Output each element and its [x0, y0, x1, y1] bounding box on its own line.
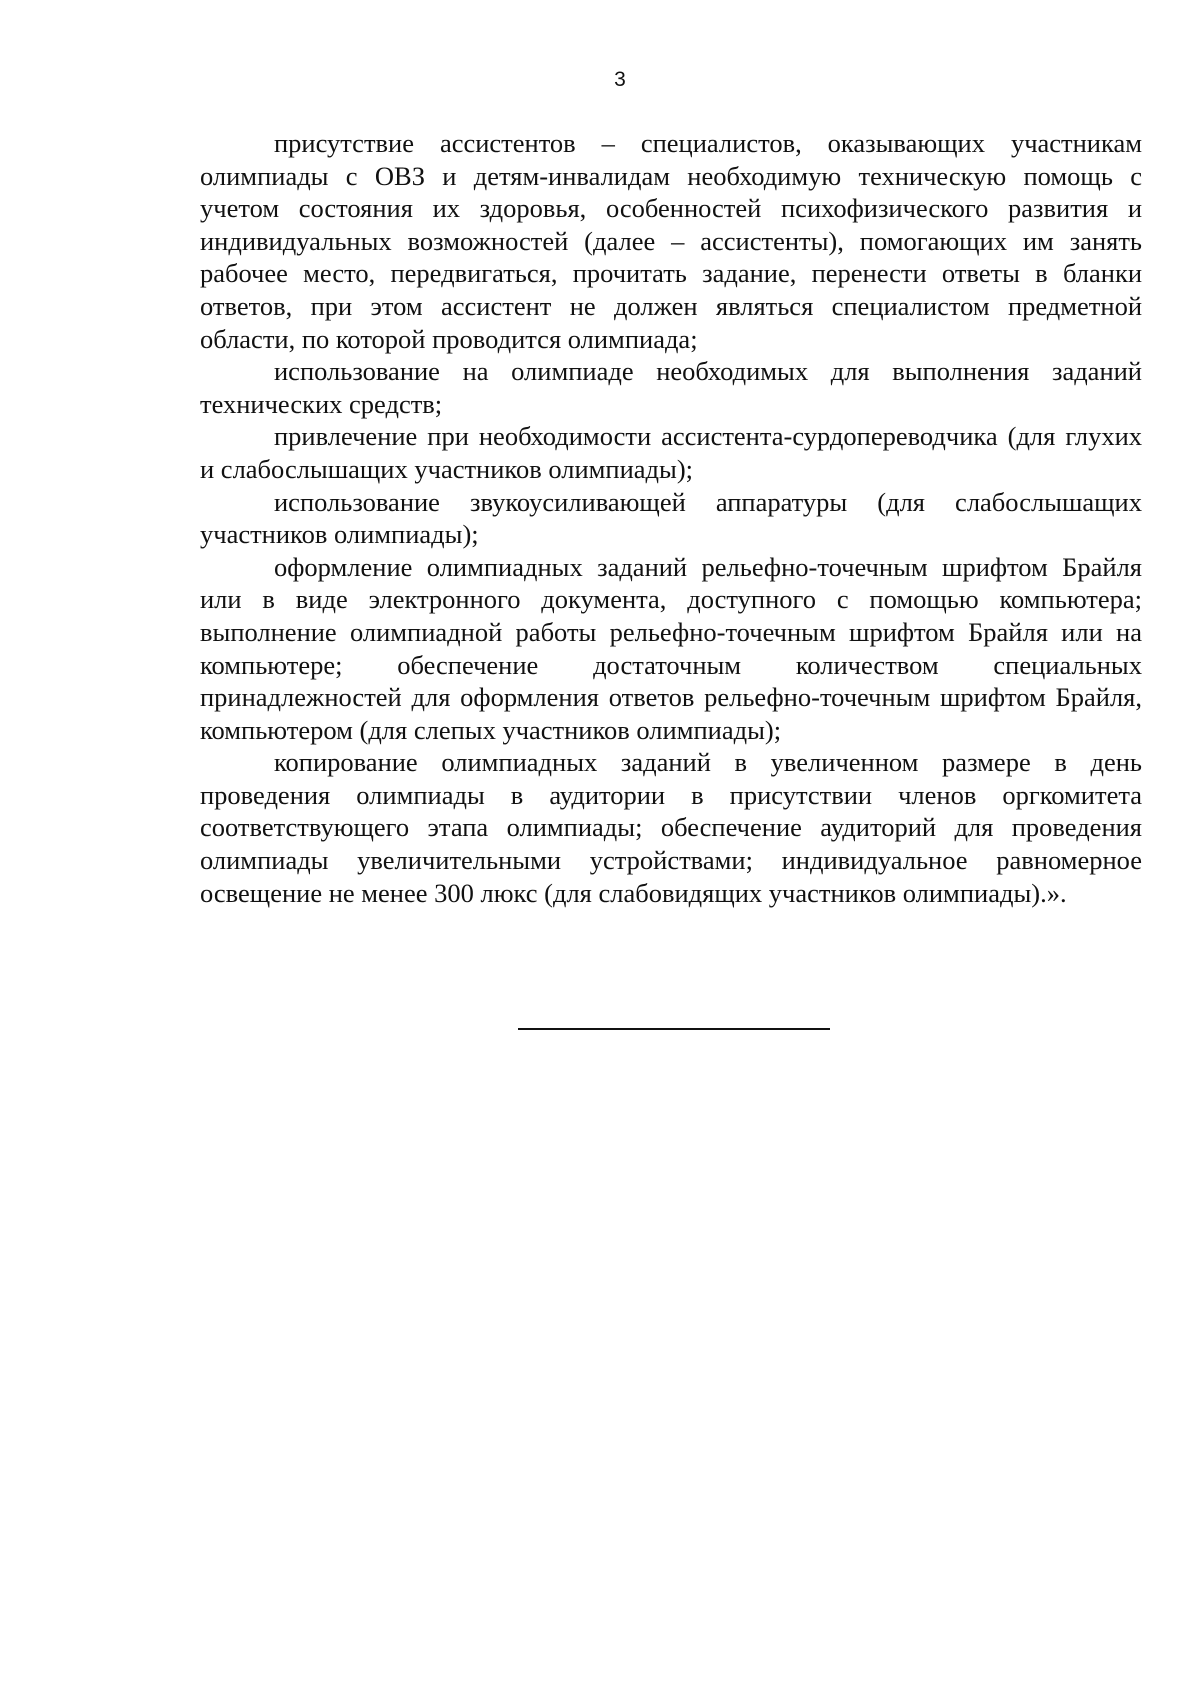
paragraph-sign-interpreter: привлечение при необходимости ассистента-сурдопереводчика (для глухих и слабослышащих участников олимпиады);	[200, 421, 1142, 484]
paragraph-technical-means: использование на олимпиаде необходимых для выполнения заданий технических средств;	[200, 356, 1142, 419]
paragraph-assistants: присутствие ассистентов – специалистов, оказывающих участникам олимпиады с ОВЗ и детям-инвалидам необходимую техническую помощь с учетом состояния их здоровья, особенностей психофизического развития и индивидуальных возможностей (далее – ассистенты), помогающих им занять рабочее место, передвигаться, прочитать задание, перенести ответы в бланки ответов, при этом ассистент не должен являться специалистом предметной области, по которой проводится олимпиада;	[200, 128, 1142, 354]
page-number: 3	[614, 68, 626, 91]
end-separator-line	[518, 1028, 830, 1030]
paragraph-enlarged-copies: копирование олимпиадных заданий в увеличенном размере в день проведения олимпиады в аудитории в присутствии членов оргкомитета соответствующего этапа олимпиады; обеспечение аудиторий для проведения олимпиады увеличительными устройствами; индивидуальное равномерное освещение не менее 300 люкс (для слабовидящих участников олимпиады).».	[200, 747, 1142, 908]
paragraph-sound-amplifying: использование звукоусиливающей аппаратуры (для слабослышащих участников олимпиады);	[200, 486, 1142, 550]
document-body	[200, 127, 1142, 909]
paragraph-braille: оформление олимпиадных заданий рельефно-точечным шрифтом Брайля или в виде электронного документа, доступного с помощью компьютера; выполнение олимпиадной работы рельефно-точечным шрифтом Брайля или на компьютере; обеспечение достаточным количеством специальных принадлежностей для оформления ответов рельефно-точечным шрифтом Брайля, компьютером (для слепых участников олимпиады);	[200, 551, 1142, 745]
